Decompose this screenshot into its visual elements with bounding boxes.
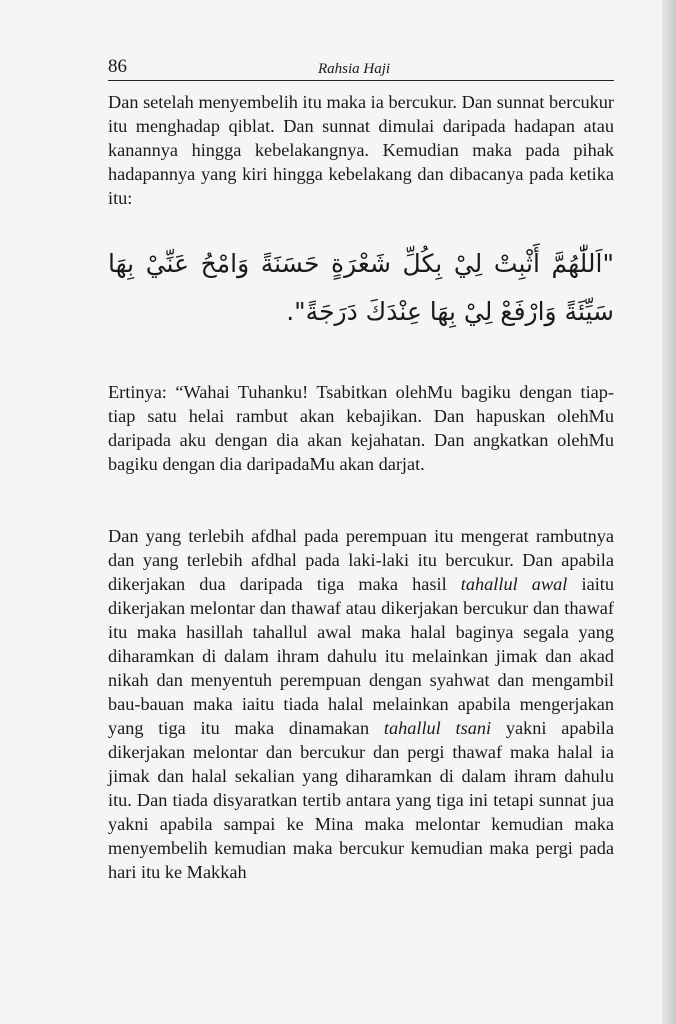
tahallul-text-2: iaitu dikerjakan melontar dan thawaf atau dikerjakan bercukur dan thawaf itu maka hasillah tahallul awal maka halal baginya segala yang diharamkan di dalam ihram dahulu itu melainkan jimak dan akad nikah dan menyentuh perempuan dengan syahwat dan mengambil bau-bauan maka iaitu tiada halal melainkan apabila mengerjakan yang tiga itu maka dinamakan (108, 574, 614, 738)
tahallul-text-1: Dan yang terlebih afdhal pada perempuan itu mengerat rambutnya dan yang terlebih afdhal pada laki-laki itu bercukur. Dan apabila dikerjakan dua daripada tiga maka hasil (108, 526, 614, 594)
tahallul-text-3: yakni apabila dikerjakan melontar dan bercukur dan pergi thawaf maka halal ia jimak dan halal sekalian yang diharamkan di dalam ihram dahulu itu. Dan tiada disyaratkan tertib antara yang tiga ini tetapi sunnat jua yakni apabila sampai ke Mina maka melontar kemudian maka menyembelih kemudian maka bercukur kemudian maka pergi pada hari itu ke Makkah (108, 718, 614, 882)
paragraph-shaving-instructions: Dan setelah menyembelih itu maka ia bercukur. Dan sunnat bercukur itu menghadap qiblat. Dan sunnat dimulai daripada hadapan atau kanannya hingga kebelakangnya. Kemudian maka pada pihak hadapannya yang kiri hingga kebelakang dan dibacanya pada ketika itu: (108, 92, 614, 208)
running-title: Rahsia Haji (318, 61, 391, 77)
term-tahallul-awal: tahallul awal (460, 574, 568, 594)
page-body (108, 90, 614, 884)
header-rule (108, 80, 614, 81)
page-edge-shadow (662, 0, 676, 1024)
paragraph-translation: Ertinya: “Wahai Tuhanku! Tsabitkan olehMu bagiku dengan tiap-tiap satu helai rambut akan kebajikan. Dan hapuskan olehMu daripada aku dengan dia akan kejahatan. Dan angkatkan olehMu bagiku dengan dia daripadaMu akan darjat. (108, 382, 614, 474)
page-header (108, 56, 614, 80)
arabic-prayer: "اَللّٰهُمَّ أَثْبِتْ لِيْ بِكُلِّ شَعْرَةٍ حَسَنَةً وَامْحُ عَنِّيْ بِهَا سَيِّئَةً وَارْفَعْ لِيْ بِهَا عِنْدَكَ دَرَجَةً". (108, 249, 614, 326)
term-tahallul-tsani: tahallul tsani (383, 718, 492, 738)
paragraph-tahallul (108, 524, 614, 884)
page-number: 86 (108, 56, 127, 77)
